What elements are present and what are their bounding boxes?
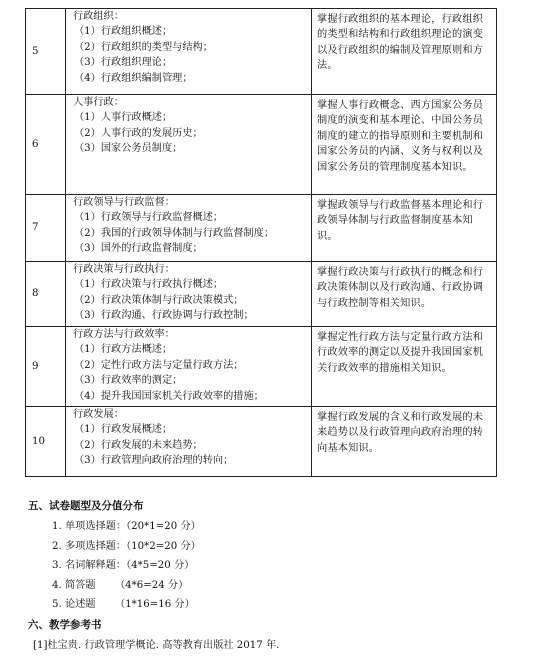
- chapter-title: 行政领导与行政监督：: [73, 197, 175, 208]
- chapter-item: （3）行政管理向政府治理的转向；: [74, 455, 234, 467]
- table-row: [26, 262, 497, 327]
- requirement-cell: [312, 195, 497, 262]
- chapter-item: （2）行政发展的未来趋势；: [74, 439, 203, 451]
- chapter-title: 行政决策与行政执行：: [73, 264, 175, 275]
- chapter-item: （1）行政方法概述；: [74, 344, 173, 356]
- score-item: 2. 多项选择题：（10*2=20 分）: [52, 540, 201, 552]
- requirement-cell: [312, 262, 497, 327]
- score-distribution-list: [52, 517, 201, 615]
- chapter-item: （1）行政决策与行政执行概述；: [74, 279, 224, 291]
- table-row: [26, 327, 497, 407]
- chapter-item: （1）人事行政概述；: [74, 112, 173, 124]
- section-heading-exam-format: 五、试卷题型及分值分布: [28, 500, 144, 512]
- chapter-title: 人事行政：: [73, 97, 124, 108]
- chapter-item: （2）行政决策体制与行政决策模式；: [74, 294, 244, 306]
- row-number: 7: [26, 195, 66, 262]
- chapter-item: （4）行政组织编制管理；: [74, 72, 193, 84]
- row-number: 9: [26, 327, 66, 407]
- requirement-text: 掌握行政决策与行政执行的概念和行政决策体制以及行政沟通、行政协调与行政控制等相关知识。: [317, 267, 484, 309]
- content-cell: [66, 9, 312, 95]
- requirement-cell: [312, 407, 497, 477]
- section-heading-references: 六、教学参考书: [28, 619, 102, 631]
- row-number: 6: [26, 95, 66, 195]
- content-cell: [66, 95, 312, 195]
- chapter-item: （4）提升我国国家机关行政效率的措施；: [74, 390, 264, 402]
- requirement-text: 掌握人事行政概念、西方国家公务员制度的演变和基本理论、中国公务员制度的建立的指导原则和主要机制和国家公务员的内涵、义务与权利以及国家公务员的管理制度基本知识。: [317, 100, 484, 173]
- chapter-item: （1）行政发展概述；: [74, 424, 173, 436]
- score-item: 4. 简答题 （4*6=24 分）: [52, 579, 189, 591]
- table-row: [26, 407, 497, 477]
- table-row: [26, 9, 497, 95]
- table-body: [26, 9, 497, 477]
- requirement-cell: [312, 9, 497, 95]
- requirement-text: 掌握行政组织的基本理论，行政组织的类型和结构和行政组织理论的演变以及行政组织的编制及管理原则和方法。: [317, 14, 484, 72]
- content-cell: [66, 195, 312, 262]
- chapter-item: （1）行政领导与行政监督概述；: [74, 212, 224, 224]
- content-cell: [66, 262, 312, 327]
- score-item: 5. 论述题 （1*16=16 分）: [52, 599, 195, 610]
- reference-item: [1]杜宝贵. 行政管理学概论. 高等教育出版社 2017 年.: [33, 640, 280, 651]
- score-item: 3. 名词解释题：（4*5=20 分）: [52, 560, 195, 571]
- requirement-text: 掌握行政发展的含义和行政发展的未来趋势以及行政管理向政府治理的转向基本知识。: [317, 412, 484, 454]
- chapter-item: （1）行政组织概述；: [74, 26, 173, 38]
- chapter-item: （3）国外的行政监督制度；: [74, 243, 203, 255]
- requirement-text: 掌握政领导与行政监督基本理论和行政领导体制与行政监督制度基本知识。: [317, 200, 484, 242]
- chapter-item: （3）国家公务员制度；: [74, 143, 183, 155]
- row-number: 8: [26, 262, 66, 327]
- row-number: 10: [26, 407, 66, 477]
- chapter-item: （3）行政沟通、行政协调与行政控制；: [74, 310, 254, 322]
- requirement-cell: [312, 327, 497, 407]
- chapter-item: （2）定性行政方法与定量行政方法；: [74, 359, 244, 371]
- chapter-item: （2）人事行政的发展历史；: [74, 127, 203, 139]
- chapter-title: 行政方法与行政效率：: [73, 329, 175, 340]
- requirement-cell: [312, 95, 497, 195]
- chapter-title: 行政组织：: [73, 11, 124, 22]
- syllabus-table: [25, 8, 497, 477]
- chapter-title: 行政发展：: [73, 409, 124, 420]
- content-cell: [66, 407, 312, 477]
- score-item: 1. 单项选择题：（20*1=20 分）: [52, 521, 201, 532]
- chapter-item: （3）行政效率的测定；: [74, 375, 183, 387]
- chapter-item: （2）行政组织的类型与结构；: [74, 41, 213, 53]
- row-number: 5: [26, 9, 66, 95]
- requirement-text: 掌握定性行政方法与定量行政方法和行政效率的测定以及提升我国国家机关行政效率的措施相关知识。: [317, 332, 484, 374]
- content-cell: [66, 327, 312, 407]
- table-row: [26, 195, 497, 262]
- table-row: [26, 95, 497, 195]
- chapter-item: （2）我国的行政领导体制与行政监督制度；: [74, 227, 275, 239]
- chapter-item: （3）行政组织理论；: [74, 57, 173, 69]
